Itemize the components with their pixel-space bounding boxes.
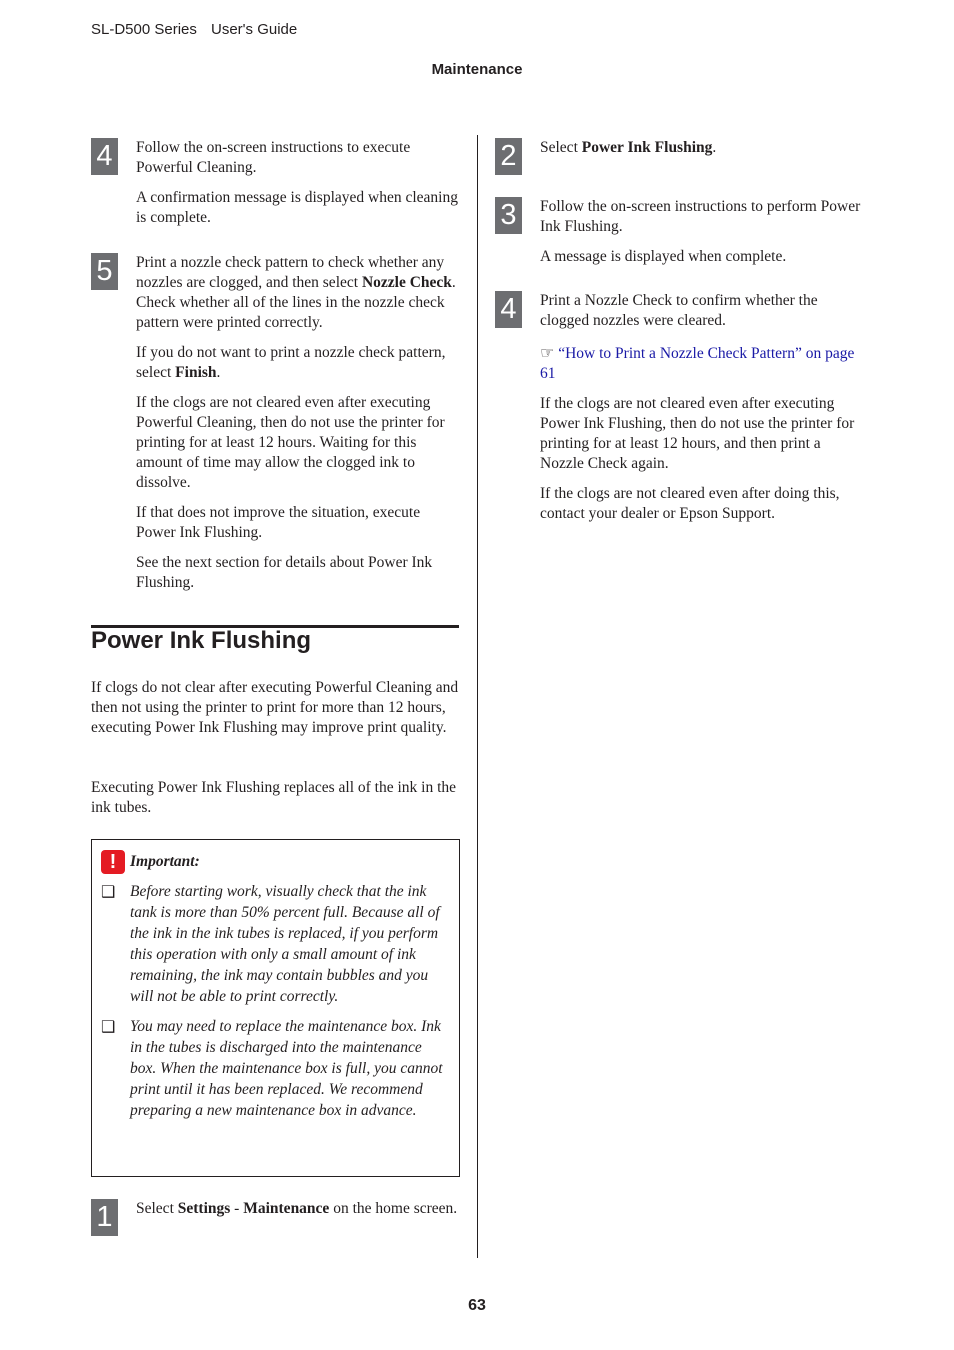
pointing-hand-icon: ☞	[540, 343, 555, 362]
important-item: ❑ Before starting work, visually check that the ink tank is more than 50% percent full. Because all of the ink in the ink tubes is replaced, if you perform this operation with only a small amount of ink remaining, the ink may contain bubbles and you will not be able to print correctly.	[101, 882, 440, 1005]
step-text: A message is displayed when complete.	[540, 248, 787, 265]
column-divider	[477, 135, 478, 1258]
step-number-badge: 3	[495, 197, 522, 234]
step-number-badge: 1	[91, 1199, 118, 1236]
step-text: A confirmation message is displayed when cleaning is complete.	[136, 189, 458, 226]
checkbox-bullet-icon: ❑	[101, 882, 116, 901]
menu-option-power-ink-flushing: Power Ink Flushing	[581, 139, 713, 156]
menu-option-finish: Finish	[175, 364, 217, 381]
step-number-badge: 5	[91, 253, 118, 290]
warning-icon: !	[101, 850, 125, 874]
step-number-badge: 2	[495, 138, 522, 175]
flush-step-1	[91, 1199, 459, 1233]
step-4-powerful-cleaning	[91, 138, 459, 228]
step-text: Follow the on-screen instructions to perform Power Ink Flushing.	[540, 198, 861, 235]
header-product-name: SL-D500 Series	[91, 21, 197, 38]
step-text: If you do not want to print a nozzle check pattern, select Finish.	[136, 344, 446, 381]
step-number-badge: 4	[91, 138, 118, 175]
menu-option-settings: Settings	[177, 1200, 231, 1217]
step-text: Follow the on-screen instructions to execute Powerful Cleaning.	[136, 139, 411, 176]
flush-step-4	[495, 291, 865, 524]
step-body	[540, 138, 865, 158]
step-text: Print a nozzle check pattern to check whether any nozzles are clogged, and then select Nozzle Check. Check whether all of the lines in the nozzle check pattern were printed correctly.	[136, 254, 456, 331]
cross-reference	[540, 343, 865, 384]
step-text: If the clogs are not cleared even after executing Power Ink Flushing, then do not use the printer for printing for at least 12 hours, and then print a Nozzle Check again.	[540, 395, 855, 472]
step-text: If that does not improve the situation, execute Power Ink Flushing.	[136, 504, 421, 541]
important-item: ❑ You may need to replace the maintenance box. Ink in the tubes is discharged into the maintenance box. When the maintenance box is full, you cannot print until it has been replaced. We recommend preparing a new maintenance box in advance.	[101, 1017, 443, 1119]
step-body	[136, 138, 459, 228]
section-heading: Power Ink Flushing	[91, 627, 312, 654]
intro-paragraph: If clogs do not clear after executing Powerful Cleaning and then not using the printer to print for more than 12 hours, executing Power Ink Flushing may improve print quality.	[91, 679, 459, 736]
step-text: Print a Nozzle Check to confirm whether the clogged nozzles were cleared.	[540, 292, 818, 329]
step-number-badge: 4	[495, 291, 522, 328]
header-section-title: Maintenance	[431, 61, 523, 78]
flush-step-2	[495, 138, 865, 172]
step-text: Select Settings - Maintenance on the home screen.	[136, 1200, 458, 1217]
page-number: 63	[468, 1297, 486, 1314]
header-guide-title: User's Guide	[211, 21, 298, 38]
nozzle-check-pattern-link[interactable]: “How to Print a Nozzle Check Pattern” on page 61	[540, 345, 855, 382]
step-body	[136, 253, 459, 593]
step-body	[540, 291, 865, 524]
step-text: If the clogs are not cleared even after doing this, contact your dealer or Epson Support.	[540, 485, 840, 522]
step-5-nozzle-check	[91, 253, 459, 593]
important-notice-box	[91, 839, 460, 1177]
important-header	[101, 850, 449, 874]
menu-option-nozzle-check: Nozzle Check	[361, 274, 452, 291]
step-text: See the next section for details about Power Ink Flushing.	[136, 554, 433, 591]
step-text: If the clogs are not cleared even after executing Powerful Cleaning, then do not use the printer for printing for at least 12 hours. Waiting for this amount of time may allow the clogged ink to dissolve.	[136, 394, 445, 491]
step-body	[540, 197, 865, 267]
step-text: Select Power Ink Flushing.	[540, 139, 717, 156]
important-title: Important:	[130, 853, 200, 870]
intro-paragraph: Executing Power Ink Flushing replaces all of the ink in the ink tubes.	[91, 779, 457, 816]
checkbox-bullet-icon: ❑	[101, 1017, 116, 1036]
menu-option-maintenance: Maintenance	[243, 1200, 330, 1217]
step-body	[136, 1199, 459, 1219]
flush-step-3	[495, 197, 865, 267]
